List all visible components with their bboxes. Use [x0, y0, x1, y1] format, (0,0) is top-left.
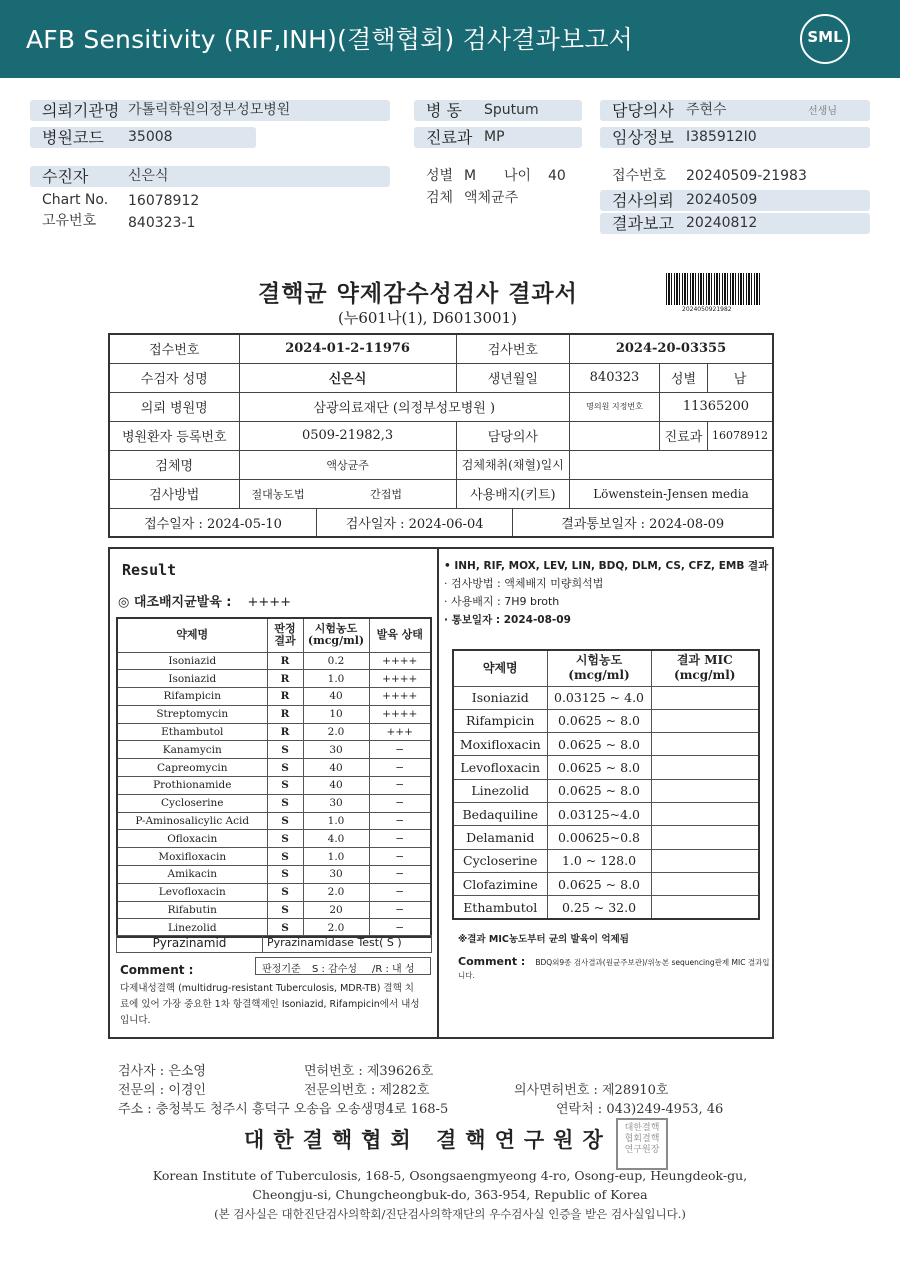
table-row — [117, 883, 431, 901]
cell: − — [369, 848, 431, 866]
cell: Isoniazid — [117, 652, 267, 670]
cell: 1.0 — [303, 812, 369, 830]
cell: Kanamycin — [117, 741, 267, 759]
tester: 검사자 : 은소영 — [118, 1064, 206, 1079]
cell: 1.0 — [303, 848, 369, 866]
cell: 840323 — [569, 363, 659, 392]
cell: 의뢰 병원명 — [109, 392, 239, 421]
official-seal: 대한결핵협회결핵연구원장 — [616, 1118, 668, 1170]
cell: R — [267, 688, 303, 706]
control-growth — [118, 591, 291, 610]
cell: − — [369, 830, 431, 848]
table-row — [453, 896, 759, 919]
license-no: 면허번호 : 제39626호 — [304, 1064, 434, 1079]
doctor-label: 담당의사 — [612, 101, 674, 120]
cell: 검사일자 : 2024-06-04 — [317, 508, 513, 537]
comment-text: 다제내성결핵 (multidrug-resistant Tuberculosis, MDR-TB) 결핵 치료에 있어 가장 중요한 1차 항결핵제인 Isoniazid, Rifampicin에서 내성입니다. — [120, 983, 420, 1026]
uid-label: 고유번호 — [42, 213, 97, 229]
right-comment-text: BDQ외9종 검사결과(원균주보관)/위농본 sequencing판제 MIC 결과입니다. — [458, 958, 770, 980]
table-row — [117, 688, 431, 706]
table-row — [117, 741, 431, 759]
cell: Delamanid — [453, 826, 547, 849]
cell: R — [267, 705, 303, 723]
cell: 0.03125~4.0 — [547, 802, 651, 825]
table-row — [453, 756, 759, 779]
cell: S — [267, 848, 303, 866]
cell: 40 — [303, 688, 369, 706]
english-address-2: Cheongju-si, Chungcheongbuk-do, 363-954, Republic of Korea — [252, 1187, 648, 1202]
cell: 간접법 — [317, 479, 457, 508]
right-notes — [444, 557, 774, 629]
cell: 16078912 — [707, 421, 773, 450]
control-value: ++++ — [247, 595, 292, 610]
mic-result-cell — [651, 826, 759, 849]
mic-result-cell — [651, 779, 759, 802]
sex-label: 성별 — [426, 168, 454, 184]
cell: Rifabutin — [117, 901, 267, 919]
cell: S — [267, 883, 303, 901]
table-row — [117, 901, 431, 919]
col-header: 약제명 — [453, 650, 547, 686]
cell: 검체명 — [109, 450, 239, 479]
cell: ++++ — [369, 705, 431, 723]
cell: 신은식 — [239, 363, 456, 392]
table-row — [117, 777, 431, 795]
cell: S — [267, 812, 303, 830]
cell: Levofloxacin — [117, 883, 267, 901]
cell: Linezolid — [117, 919, 267, 937]
cell: 0.25 ~ 32.0 — [547, 896, 651, 919]
cell: 성별 — [659, 363, 707, 392]
cell: 담당의사 — [456, 421, 569, 450]
mic-result-cell — [651, 709, 759, 732]
sml-logo — [800, 14, 850, 64]
cell: 0.0625 ~ 8.0 — [547, 709, 651, 732]
cell: Clofazimine — [453, 872, 547, 895]
mic-result-cell — [651, 756, 759, 779]
divider — [437, 549, 439, 1037]
col-header: 약제명 — [117, 618, 267, 652]
cell: − — [369, 741, 431, 759]
table-row — [117, 866, 431, 884]
cell: 30 — [303, 794, 369, 812]
doctor-suffix: 선생님 — [808, 106, 837, 117]
hospital-code-value: 35008 — [128, 129, 173, 145]
col-header: 결과 MIC (mcg/ml) — [651, 650, 759, 686]
cell: 접수번호 — [109, 334, 239, 363]
cell: − — [369, 919, 431, 937]
pyrazinamid-name: Pyrazinamid — [117, 936, 263, 952]
cell: 명의원 지정번호 — [569, 392, 659, 421]
patient-value: 신은식 — [128, 168, 169, 184]
cell: − — [369, 759, 431, 777]
test-req-label: 검사의뢰 — [612, 191, 674, 210]
table-row — [117, 705, 431, 723]
cell — [569, 421, 659, 450]
cell: 사용배지(키트) — [456, 479, 569, 508]
cell: 0.03125 ~ 4.0 — [547, 686, 651, 709]
cell: ++++ — [369, 670, 431, 688]
table-row — [117, 830, 431, 848]
result-box — [108, 547, 774, 1039]
table-row — [117, 794, 431, 812]
right-comment-label: Comment : — [458, 955, 526, 968]
certification-note: (본 검사실은 대한진단검사의학회/진단검사의학재단의 우수검사실 인증을 받은 검사실입니다.) — [214, 1207, 686, 1221]
cell: Löwenstein-Jensen media — [569, 479, 773, 508]
mic-result-cell — [651, 849, 759, 872]
cell: S — [267, 759, 303, 777]
cell: 0509-21982,3 — [239, 421, 456, 450]
ward-value: Sputum — [484, 102, 539, 118]
cell: 40 — [303, 777, 369, 795]
mic-note: ※결과 MIC농도부터 균의 발육이 억제됨 — [458, 934, 629, 945]
cell: 2.0 — [303, 723, 369, 741]
cell: Streptomycin — [117, 705, 267, 723]
pyrazinamid-row — [116, 935, 432, 953]
cell: 0.0625 ~ 8.0 — [547, 872, 651, 895]
cell: 액상균주 — [239, 450, 456, 479]
criteria-s: S : 감수성 — [312, 964, 358, 975]
cell: 0.00625~0.8 — [547, 826, 651, 849]
address-line — [118, 1098, 724, 1117]
report-header-table — [108, 333, 774, 538]
table-row — [117, 759, 431, 777]
cell: S — [267, 741, 303, 759]
table-row — [117, 848, 431, 866]
cell: 삼광의료재단 (의정부성모병원 ) — [239, 392, 569, 421]
mic-result-cell — [651, 872, 759, 895]
cell: 검사번호 — [456, 334, 569, 363]
cell: Moxifloxacin — [117, 848, 267, 866]
right-comment — [458, 955, 772, 981]
criteria-label: 판정기준 — [262, 964, 301, 975]
cell: Cycloserine — [453, 849, 547, 872]
cell: Isoniazid — [453, 686, 547, 709]
cell: R — [267, 723, 303, 741]
cell: 병원환자 등록번호 — [109, 421, 239, 450]
cell: Levofloxacin — [453, 756, 547, 779]
cell: 40 — [303, 759, 369, 777]
col-header: 시험농도 (mcg/ml) — [303, 618, 369, 652]
cell: S — [267, 866, 303, 884]
cell: 20 — [303, 901, 369, 919]
table-row — [453, 826, 759, 849]
control-label: ◎ 대조배지균발육 : — [118, 595, 232, 610]
contact: 연락처 : 043)249-4953, 46 — [556, 1102, 724, 1117]
test-req-value: 20240509 — [686, 192, 758, 208]
barcode-number: 2024050921982 — [682, 306, 732, 313]
dept-label: 진료과 — [426, 128, 473, 147]
age-value: 40 — [548, 168, 566, 184]
cell: 1.0 ~ 128.0 — [547, 849, 651, 872]
report-subtitle: (누601나(1), D6013001) — [338, 309, 517, 327]
result-date-value: 20240812 — [686, 215, 758, 231]
mic-result-cell — [651, 733, 759, 756]
cell: S — [267, 830, 303, 848]
clinical-value: I385912I0 — [686, 129, 757, 145]
right-note-3: · 사용배지 : 7H9 broth — [444, 595, 560, 608]
cell: ++++ — [369, 688, 431, 706]
sex-value: M — [464, 168, 477, 184]
cell: 결과통보일자 : 2024-08-09 — [513, 508, 773, 537]
cell: 30 — [303, 866, 369, 884]
criteria-box — [255, 957, 431, 975]
uid-value: 840323-1 — [128, 215, 196, 231]
doctor-value: 주현수 — [686, 102, 727, 118]
cell: 30 — [303, 741, 369, 759]
result-date-label: 결과보고 — [612, 214, 674, 233]
comment-label: Comment : — [120, 963, 194, 977]
cell: − — [369, 812, 431, 830]
cell: Linezolid — [453, 779, 547, 802]
cell: 2024-01-2-11976 — [239, 334, 456, 363]
cell: 남 — [707, 363, 773, 392]
table-row — [117, 652, 431, 670]
receipt-value: 20240509-21983 — [686, 168, 807, 184]
cell: 2.0 — [303, 883, 369, 901]
cell: 0.0625 ~ 8.0 — [547, 779, 651, 802]
cell: 검사방법 — [109, 479, 239, 508]
cell: 11365200 — [659, 392, 773, 421]
cell: R — [267, 670, 303, 688]
table-row — [453, 686, 759, 709]
table-row — [453, 849, 759, 872]
age-label: 나이 — [504, 168, 532, 184]
cell: 수검자 성명 — [109, 363, 239, 392]
clinical-label: 임상정보 — [612, 128, 674, 147]
patient-row — [30, 166, 390, 187]
right-note-4: · 통보일자 : 2024-08-09 — [444, 614, 571, 626]
table-row — [453, 709, 759, 732]
cell: 절대농도법 — [239, 479, 317, 508]
cell: S — [267, 901, 303, 919]
cell: − — [369, 794, 431, 812]
table-row — [117, 670, 431, 688]
cell: 0.0625 ~ 8.0 — [547, 756, 651, 779]
barcode — [666, 273, 762, 305]
cell: − — [369, 777, 431, 795]
col-header: 발육 상태 — [369, 618, 431, 652]
cell: P-Aminosalicylic Acid — [117, 812, 267, 830]
specimen-value: 액체균주 — [464, 190, 519, 206]
pyrazinamid-test: Pyrazinamidase Test( S ) — [267, 936, 402, 949]
request-org-value: 가톨릭학원의정부성모병원 — [128, 102, 291, 118]
specialist-no: 전문의번호 : 제282호 — [304, 1083, 430, 1098]
table-row — [117, 812, 431, 830]
cell: Cycloserine — [117, 794, 267, 812]
right-note-1: • INH, RIF, MOX, LEV, LIN, BDQ, DLM, CS, CFZ, EMB 결과 — [444, 560, 769, 572]
tester-line — [118, 1060, 434, 1079]
cell: − — [369, 901, 431, 919]
table-row — [453, 779, 759, 802]
cell: 접수일자 : 2024-05-10 — [109, 508, 317, 537]
cell: Capreomycin — [117, 759, 267, 777]
right-mic-table — [452, 649, 760, 920]
col-header: 판정 결과 — [267, 618, 303, 652]
cell: Rifampicin — [117, 688, 267, 706]
cell: Prothionamide — [117, 777, 267, 795]
address: 주소 : 충청북도 청주시 흥덕구 오송읍 오송생명4로 168-5 — [118, 1102, 449, 1117]
report-title: 결핵균 약제감수성검사 결과서 — [258, 280, 578, 307]
cell: S — [267, 777, 303, 795]
header-bar — [0, 0, 900, 78]
table-row — [453, 872, 759, 895]
doctor-license: 의사면허번호 : 제28910호 — [514, 1083, 669, 1098]
col-header: 시험농도 (mcg/ml) — [547, 650, 651, 686]
cell: − — [369, 866, 431, 884]
table-row — [453, 802, 759, 825]
cell: S — [267, 794, 303, 812]
cell: Moxifloxacin — [453, 733, 547, 756]
patient-label: 수진자 — [42, 167, 89, 186]
mic-result-cell — [651, 896, 759, 919]
english-address-1: Korean Institute of Tuberculosis, 168-5, Osongsaengmyeong 4-ro, Osong-eup, Heungdeok-gu, — [152, 1168, 748, 1183]
cell: 2.0 — [303, 919, 369, 937]
request-org-label: 의뢰기관명 — [42, 101, 120, 120]
cell: Ofloxacin — [117, 830, 267, 848]
hospital-code-label: 병원코드 — [42, 128, 104, 147]
cell: 10 — [303, 705, 369, 723]
cell: Ethambutol — [117, 723, 267, 741]
cell: S — [267, 919, 303, 937]
cell: R — [267, 652, 303, 670]
cell: 0.2 — [303, 652, 369, 670]
chart-label: Chart No. — [42, 192, 109, 208]
criteria-r: /R : 내 성 — [372, 964, 415, 975]
specialist: 전문의 : 이경인 — [118, 1083, 206, 1098]
cell: Ethambutol — [453, 896, 547, 919]
cell: 4.0 — [303, 830, 369, 848]
logo-text: SML — [807, 28, 843, 46]
table-row — [453, 733, 759, 756]
cell: Amikacin — [117, 866, 267, 884]
mic-result-cell — [651, 802, 759, 825]
receipt-label: 접수번호 — [612, 168, 667, 184]
cell: 2024-20-03355 — [569, 334, 773, 363]
table-row — [117, 723, 431, 741]
cell: 0.0625 ~ 8.0 — [547, 733, 651, 756]
left-result-table — [116, 617, 432, 938]
cell: 검체채취(채혈)일시 — [456, 450, 569, 479]
cell: ++++ — [369, 652, 431, 670]
cell: +++ — [369, 723, 431, 741]
ward-label: 병 동 — [426, 101, 462, 120]
mic-result-cell — [651, 686, 759, 709]
page-title: AFB Sensitivity (RIF,INH)(결핵협회) 검사결과보고서 — [26, 25, 634, 54]
cell: Isoniazid — [117, 670, 267, 688]
organization-name: 대한결핵협회 결핵연구원장 — [244, 1127, 612, 1152]
cell: Rifampicin — [453, 709, 547, 732]
chart-value: 16078912 — [128, 193, 200, 209]
cell — [569, 450, 773, 479]
dept-value: MP — [484, 129, 505, 145]
cell: 생년월일 — [456, 363, 569, 392]
specimen-label: 검체 — [426, 190, 454, 206]
cell: 1.0 — [303, 670, 369, 688]
result-title: Result — [122, 561, 177, 579]
cell: Bedaquiline — [453, 802, 547, 825]
specialist-line — [118, 1079, 669, 1098]
right-note-2: · 검사방법 : 액체배지 미량희석법 — [444, 577, 604, 590]
cell: − — [369, 883, 431, 901]
cell: 진료과 — [659, 421, 707, 450]
